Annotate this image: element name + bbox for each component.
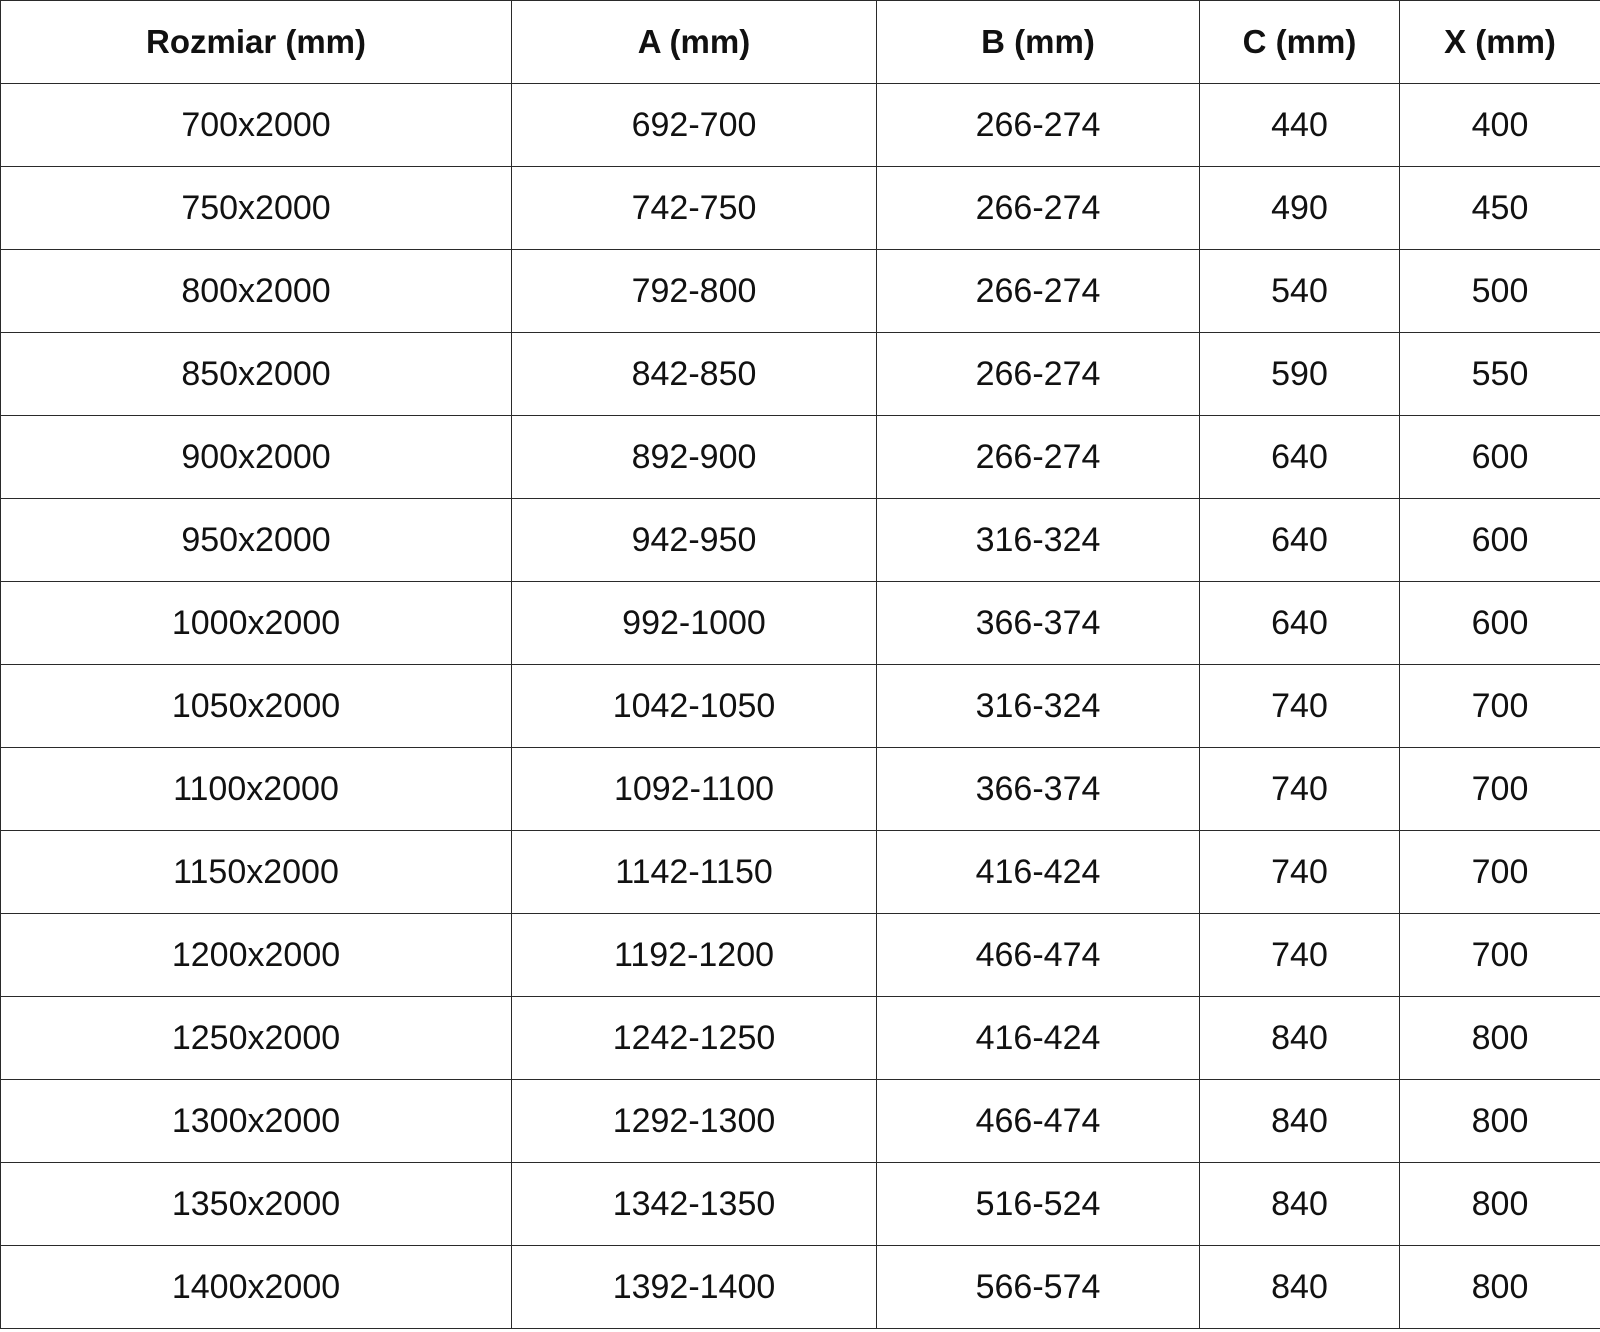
cell-size: 1200x2000 bbox=[1, 914, 512, 997]
cell-c: 840 bbox=[1200, 1080, 1400, 1163]
cell-b: 316-324 bbox=[877, 665, 1200, 748]
cell-size: 750x2000 bbox=[1, 167, 512, 250]
table-row bbox=[1, 1246, 1600, 1329]
cell-size: 700x2000 bbox=[1, 84, 512, 167]
cell-x: 700 bbox=[1400, 914, 1600, 997]
cell-x: 800 bbox=[1400, 997, 1600, 1080]
table-row bbox=[1, 84, 1600, 167]
cell-c: 540 bbox=[1200, 250, 1400, 333]
cell-size: 1400x2000 bbox=[1, 1246, 512, 1329]
cell-c: 840 bbox=[1200, 1246, 1400, 1329]
cell-a: 1042-1050 bbox=[512, 665, 877, 748]
cell-c: 740 bbox=[1200, 914, 1400, 997]
table-row bbox=[1, 416, 1600, 499]
cell-x: 700 bbox=[1400, 665, 1600, 748]
cell-b: 316-324 bbox=[877, 499, 1200, 582]
table-row bbox=[1, 1163, 1600, 1246]
cell-b: 266-274 bbox=[877, 416, 1200, 499]
cell-x: 700 bbox=[1400, 831, 1600, 914]
cell-a: 792-800 bbox=[512, 250, 877, 333]
table-row bbox=[1, 333, 1600, 416]
cell-x: 400 bbox=[1400, 84, 1600, 167]
cell-size: 1050x2000 bbox=[1, 665, 512, 748]
cell-x: 800 bbox=[1400, 1080, 1600, 1163]
cell-a: 742-750 bbox=[512, 167, 877, 250]
table-row bbox=[1, 582, 1600, 665]
cell-b: 266-274 bbox=[877, 250, 1200, 333]
header-x: X (mm) bbox=[1400, 1, 1600, 84]
cell-b: 366-374 bbox=[877, 582, 1200, 665]
cell-c: 640 bbox=[1200, 416, 1400, 499]
cell-b: 416-424 bbox=[877, 831, 1200, 914]
table-row bbox=[1, 997, 1600, 1080]
cell-a: 842-850 bbox=[512, 333, 877, 416]
table-row bbox=[1, 250, 1600, 333]
table-row bbox=[1, 167, 1600, 250]
cell-size: 800x2000 bbox=[1, 250, 512, 333]
cell-x: 600 bbox=[1400, 499, 1600, 582]
table-row bbox=[1, 914, 1600, 997]
cell-size: 1250x2000 bbox=[1, 997, 512, 1080]
cell-b: 266-274 bbox=[877, 333, 1200, 416]
cell-size: 850x2000 bbox=[1, 333, 512, 416]
table-row bbox=[1, 665, 1600, 748]
cell-size: 950x2000 bbox=[1, 499, 512, 582]
cell-size: 1300x2000 bbox=[1, 1080, 512, 1163]
cell-a: 942-950 bbox=[512, 499, 877, 582]
cell-b: 466-474 bbox=[877, 1080, 1200, 1163]
cell-c: 740 bbox=[1200, 748, 1400, 831]
cell-a: 1092-1100 bbox=[512, 748, 877, 831]
header-a: A (mm) bbox=[512, 1, 877, 84]
cell-size: 900x2000 bbox=[1, 416, 512, 499]
cell-x: 600 bbox=[1400, 582, 1600, 665]
cell-x: 500 bbox=[1400, 250, 1600, 333]
cell-size: 1150x2000 bbox=[1, 831, 512, 914]
cell-b: 566-574 bbox=[877, 1246, 1200, 1329]
cell-size: 1350x2000 bbox=[1, 1163, 512, 1246]
cell-x: 600 bbox=[1400, 416, 1600, 499]
cell-size: 1100x2000 bbox=[1, 748, 512, 831]
table-row bbox=[1, 499, 1600, 582]
table-row bbox=[1, 831, 1600, 914]
cell-c: 840 bbox=[1200, 997, 1400, 1080]
cell-x: 550 bbox=[1400, 333, 1600, 416]
cell-c: 840 bbox=[1200, 1163, 1400, 1246]
cell-x: 700 bbox=[1400, 748, 1600, 831]
table-row bbox=[1, 748, 1600, 831]
header-c: C (mm) bbox=[1200, 1, 1400, 84]
cell-b: 266-274 bbox=[877, 167, 1200, 250]
table-row bbox=[1, 1080, 1600, 1163]
cell-b: 366-374 bbox=[877, 748, 1200, 831]
cell-c: 740 bbox=[1200, 831, 1400, 914]
header-size: Rozmiar (mm) bbox=[1, 1, 512, 84]
cell-c: 640 bbox=[1200, 582, 1400, 665]
cell-a: 1292-1300 bbox=[512, 1080, 877, 1163]
cell-a: 692-700 bbox=[512, 84, 877, 167]
cell-a: 1242-1250 bbox=[512, 997, 877, 1080]
cell-c: 640 bbox=[1200, 499, 1400, 582]
cell-x: 800 bbox=[1400, 1246, 1600, 1329]
cell-c: 740 bbox=[1200, 665, 1400, 748]
cell-b: 416-424 bbox=[877, 997, 1200, 1080]
cell-a: 992-1000 bbox=[512, 582, 877, 665]
cell-a: 1342-1350 bbox=[512, 1163, 877, 1246]
cell-b: 466-474 bbox=[877, 914, 1200, 997]
cell-b: 516-524 bbox=[877, 1163, 1200, 1246]
table-header bbox=[1, 1, 1600, 84]
cell-x: 450 bbox=[1400, 167, 1600, 250]
cell-size: 1000x2000 bbox=[1, 582, 512, 665]
cell-a: 1192-1200 bbox=[512, 914, 877, 997]
cell-c: 490 bbox=[1200, 167, 1400, 250]
table-body bbox=[1, 84, 1600, 1329]
header-b: B (mm) bbox=[877, 1, 1200, 84]
cell-x: 800 bbox=[1400, 1163, 1600, 1246]
cell-b: 266-274 bbox=[877, 84, 1200, 167]
cell-a: 892-900 bbox=[512, 416, 877, 499]
cell-a: 1142-1150 bbox=[512, 831, 877, 914]
cell-a: 1392-1400 bbox=[512, 1246, 877, 1329]
header-row bbox=[1, 1, 1600, 84]
cell-c: 590 bbox=[1200, 333, 1400, 416]
cell-c: 440 bbox=[1200, 84, 1400, 167]
